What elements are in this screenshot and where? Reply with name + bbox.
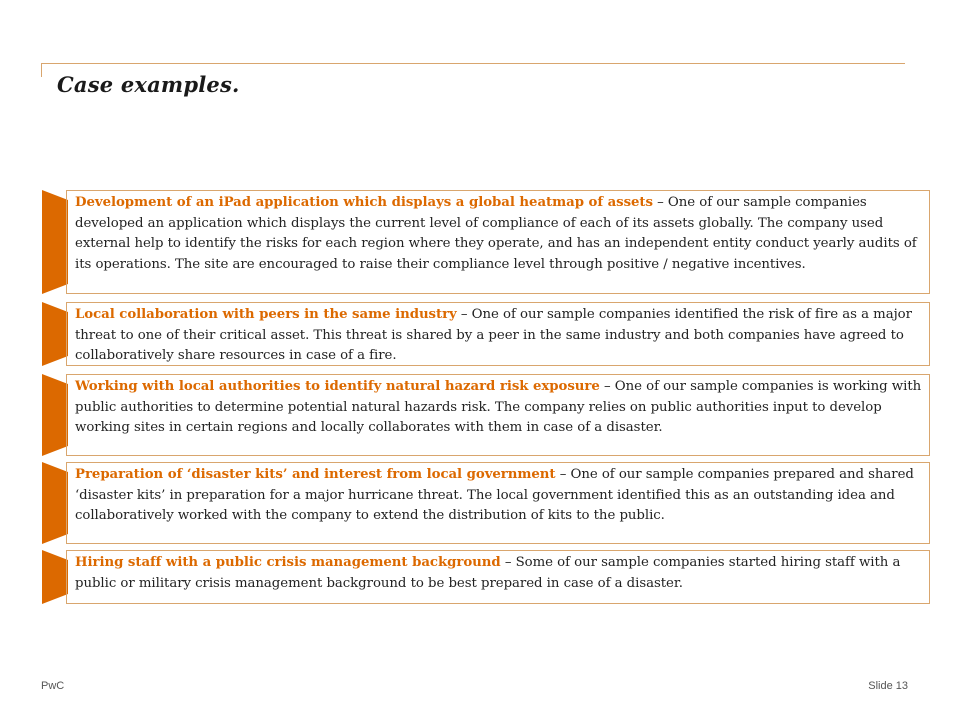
- header-rule-tick: [41, 63, 42, 77]
- case-body: One of our sample companies is working with public authorities to determine potential natural hazards risk. The company relies on public authorities input to develop working sites in certain regions and locally collaborates with them in case of a disaster.: [75, 379, 922, 435]
- case-body: One of our sample companies identified the risk of fire as a major threat to one of their critical asset. This threat is shared by a peer in the same industry and both companies have agreed to collaboratively share resources in case of a fire.: [75, 307, 912, 363]
- case-heading: Local collaboration with peers in the same industry: [75, 307, 457, 322]
- case-body: One of our sample companies prepared and shared ‘disaster kits’ in preparation for a major hurricane threat. The local government identified this as an outstanding idea and collaboratively worked with the company to extend the distribution of kits to the public.: [75, 467, 914, 523]
- case-item-hiring-staff: [42, 550, 930, 604]
- case-heading: Development of an iPad application which displays a global heatmap of assets: [75, 195, 653, 210]
- slide-title: Case examples.: [57, 72, 240, 97]
- chevron-arrow-icon: [42, 190, 68, 294]
- case-separator: –: [652, 195, 668, 210]
- case-text-box: [66, 302, 930, 366]
- case-heading: Preparation of ‘disaster kits’ and interest from local government: [75, 467, 556, 482]
- header-rule: [41, 63, 905, 64]
- case-text-box: [66, 190, 930, 294]
- case-separator: –: [456, 307, 472, 322]
- slide-number: Slide 13: [868, 680, 908, 692]
- case-body: Some of our sample companies started hiring staff with a public or military crisis management background to be best prepared in case of a disaster.: [75, 555, 901, 591]
- case-separator: –: [500, 555, 516, 570]
- chevron-arrow-icon: [42, 550, 68, 604]
- chevron-arrow-icon: [42, 462, 68, 544]
- case-separator: –: [599, 379, 615, 394]
- case-text-box: [66, 550, 930, 604]
- case-separator: –: [555, 467, 571, 482]
- footer-brand: PwC: [41, 680, 65, 692]
- case-item-peer-collaboration: [42, 302, 930, 366]
- case-item-ipad-heatmap: [42, 190, 930, 294]
- chevron-arrow-icon: [42, 302, 68, 366]
- case-body: One of our sample companies developed an application which displays the current level of compliance of each of its assets globally. The company used external help to identify the risks for each region where they operate, and has an independent entity conduct yearly audits of its operations. The site are encouraged to raise their compliance level through positive / negative incentives.: [75, 195, 917, 272]
- case-heading: Working with local authorities to identify natural hazard risk exposure: [75, 379, 600, 394]
- case-item-disaster-kits: [42, 462, 930, 544]
- case-text-box: [66, 462, 930, 544]
- case-heading: Hiring staff with a public crisis management background: [75, 555, 501, 570]
- case-text-box: [66, 374, 930, 456]
- chevron-arrow-icon: [42, 374, 68, 456]
- case-item-local-authorities: [42, 374, 930, 456]
